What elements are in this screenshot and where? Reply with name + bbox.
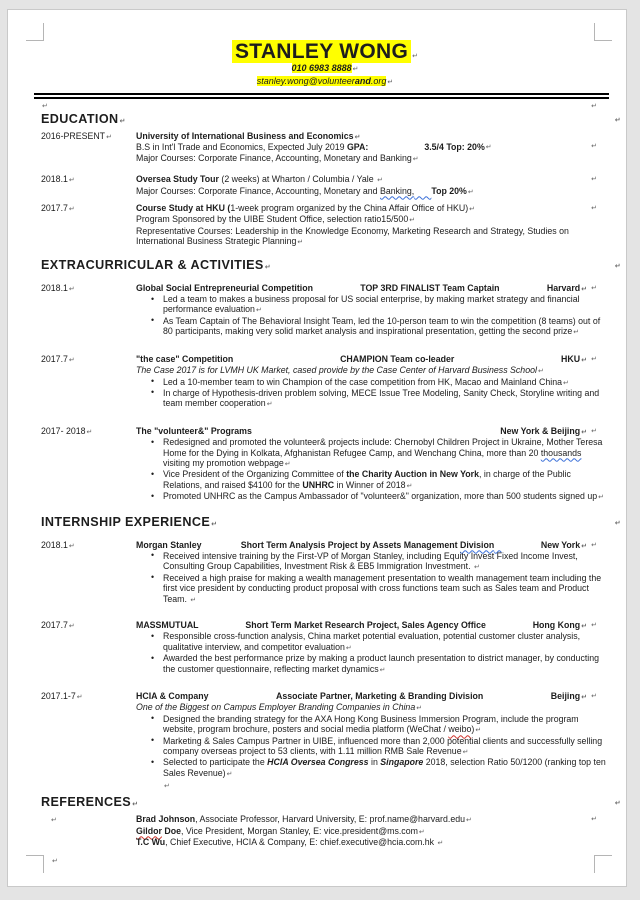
date-range [41, 540, 136, 605]
paragraph-mark: ↵ [377, 176, 383, 185]
degree-line [136, 142, 609, 152]
paragraph-mark: ↵ [106, 133, 112, 141]
role-title: Associate Partner, Marketing & Branding Division [276, 691, 484, 702]
paragraph-mark: ↵ [573, 328, 580, 337]
entry-body [136, 540, 609, 605]
row-end-mark: ↵ [614, 261, 621, 270]
date-text: 2017.7 [41, 203, 68, 214]
reference-line [136, 826, 609, 837]
row-end-mark: ↵ [591, 102, 597, 110]
paragraph-mark: ↵ [462, 748, 469, 757]
company-name: HCIA & Company [136, 691, 209, 702]
bullet-text: , in charge of the Public Relations, and raised $4100 for the [163, 469, 571, 490]
reference-name: Brad Johnson [136, 814, 196, 825]
grammar-flagged-text: thousands [540, 447, 582, 458]
role-title: Short Term Market Research Project, Sales Agency Office [245, 620, 486, 630]
bold-highlight: the Charity Auction in New York [346, 469, 479, 480]
row-end-mark: ↵ [614, 518, 621, 527]
date-text: 2017.7 [41, 620, 68, 630]
event-name: HCIA Oversea Congress [267, 757, 369, 768]
program-title: Oversea Study Tour [136, 174, 219, 185]
subtitle-text: One of the Biggest on Campus Employer Branding Companies in China [136, 702, 416, 713]
bullet-text: Promoted UNHRC as the Campus Ambassador of "volunteer&" organization, more than 500 students signed up [163, 491, 598, 502]
row-end-mark: ↵ [591, 426, 597, 435]
top-percent: Top 20% [431, 185, 467, 196]
reference-name: T.C Wu [136, 837, 166, 848]
activity-row [41, 426, 609, 503]
school-name: University of International Business and Economics [136, 131, 354, 141]
entry-body [136, 426, 609, 503]
spelling-flagged-text: weibo [448, 724, 472, 735]
paragraph-mark: ↵ [76, 693, 83, 702]
email-domain: .org [370, 75, 387, 86]
entry-body [136, 691, 609, 779]
paragraph-mark: ↵ [132, 800, 139, 809]
courses-line [136, 226, 609, 248]
paragraph-mark: ↵ [354, 133, 361, 141]
paragraph-mark: ↵ [255, 306, 262, 315]
reference-name [136, 826, 181, 836]
entry-body [136, 203, 609, 248]
paragraph-mark: ↵ [68, 284, 75, 293]
location-text: HKU [561, 353, 581, 364]
date-text: 2017.1-7 [41, 691, 76, 702]
bullet-text: In charge of Hypothesis-driven problem solving, MECE Issue Tree Modeling, Sanity Check, Storyline writing and team member cooperation [163, 387, 600, 409]
paragraph-mark: ↵ [466, 816, 472, 825]
reference-line [136, 837, 609, 848]
row-end-mark: ↵ [614, 116, 621, 124]
bullet-text: Designed the branding strategy for the AXA Hong Kong Business Immersion Program, include the program website, program brochure, posters and social media platform (WeChat / [163, 713, 579, 735]
bullet-text: in [368, 757, 381, 768]
courses-line [136, 153, 609, 164]
bullet-item [136, 653, 609, 675]
bullet-item [136, 437, 609, 469]
section-heading-education [41, 112, 621, 128]
role-title: TOP 3RD FINALIST Team Captain [360, 282, 500, 293]
paragraph-mark: ↵ [119, 117, 126, 125]
education-row [41, 203, 609, 248]
heading-text: INTERNSHIP EXPERIENCE [41, 514, 211, 529]
sponsor-text: Program Sponsored by the UIBE Student Office, selection ratio15/500 [136, 214, 409, 225]
courses-text: Major Courses: Corporate Finance, Accounting, Monetary and [136, 185, 380, 196]
paragraph-mark: ↵ [284, 459, 291, 468]
role-title: CHAMPION Team co-leader [340, 353, 455, 364]
bullet-item [136, 631, 609, 653]
organization-name: Global Social Entrepreneurial Competition [136, 282, 313, 293]
paragraph-mark: ↵ [86, 427, 93, 436]
program-detail: 1-week program organized by the China Affair Office of HKU) [230, 203, 469, 214]
program-title-line [136, 203, 609, 214]
bullet-text: visiting my promotion webpage [163, 457, 284, 468]
date-range [41, 814, 136, 848]
paragraph-mark: ↵ [387, 77, 394, 86]
paragraph-mark: ↵ [379, 665, 386, 674]
paragraph-mark: ↵ [211, 519, 218, 528]
grammar-flagged-text [460, 540, 502, 550]
paragraph-mark: ↵ [581, 541, 587, 550]
location-text: Hong Kong [532, 620, 581, 630]
paragraph-mark: ↵ [266, 400, 273, 409]
bullet-text: ) [471, 724, 475, 735]
paragraph-mark: ↵ [406, 481, 413, 490]
flagged-word: Banking, [380, 185, 415, 196]
date-text: 2018.1 [41, 174, 68, 185]
date-range [41, 174, 136, 197]
resume-page [7, 9, 627, 887]
entry-title-line [136, 426, 609, 437]
program-title: Course Study at HKU ( [136, 203, 231, 214]
education-row [41, 131, 609, 164]
location [533, 620, 587, 631]
paragraph-mark: ↵ [467, 187, 474, 196]
paragraph-mark: ↵ [68, 176, 75, 185]
bullet-text: Received a high praise for making a wealth management presentation to wealth management team including the first vice president by conducting product proposal with cross functions team such as Sales team and Product Team. [163, 572, 602, 604]
row-end-mark: ↵ [591, 354, 597, 363]
section-heading-references [41, 795, 621, 811]
activity-row [41, 354, 609, 410]
bullet-item [136, 294, 609, 316]
bullet-item [136, 736, 609, 758]
paragraph-mark: ↵ [51, 816, 57, 825]
paragraph-mark: ↵ [52, 856, 58, 865]
row-end-mark: ↵ [591, 692, 597, 701]
row-end-mark: ↵ [591, 175, 597, 184]
paragraph-mark: ↵ [469, 205, 476, 214]
program-detail: (2 weeks) at Wharton / Columbia / Yale [218, 174, 377, 185]
resume-header [41, 10, 609, 88]
phone-line [41, 63, 609, 76]
flagged-word: Division [459, 539, 495, 550]
bullet-item [136, 316, 609, 338]
entry-title-line [136, 620, 609, 631]
company-name: Morgan Stanley [136, 539, 202, 550]
paragraph-mark: ↵ [437, 839, 444, 848]
bullet-text: in Winner of 2018 [334, 479, 406, 490]
paragraph-mark: ↵ [264, 262, 271, 271]
paragraph-mark: ↵ [68, 355, 75, 364]
reference-detail: , Vice President, Morgan Stanley, E: vice.president@ms.com [180, 825, 418, 836]
section-heading-internship [41, 514, 621, 531]
email-address [257, 76, 387, 86]
bullet-text: Vice President of the Organizing Committee of [163, 469, 347, 480]
heading-text: EXTRACURRICULAR & ACTIVITIES [41, 257, 264, 272]
entry-title-line [136, 540, 609, 551]
paragraph-mark: ↵ [581, 284, 587, 293]
school-name-line [136, 131, 609, 142]
bullet-item [136, 551, 609, 573]
bold-highlight: UNHRC [302, 479, 335, 490]
sponsor-line [136, 214, 609, 225]
paragraph-mark: ↵ [68, 622, 75, 630]
bullet-text: Led a 10-member team to win Champion of the case competition from HK, Macao and Mainland China [163, 376, 562, 387]
references-row [41, 814, 609, 848]
phone-number: 010 6983 8888 [291, 63, 352, 73]
paragraph-mark: ↵ [416, 704, 423, 713]
date-text: 2017.7 [41, 353, 68, 364]
location [561, 354, 587, 365]
entry-title-line [136, 354, 609, 365]
date-range [41, 354, 136, 410]
paragraph-mark: ↵ [537, 367, 544, 376]
bullet-text: Led a team to makes a business proposal for US social enterprise, by making market strategy and financial performance evaluation [163, 294, 580, 315]
date-range [41, 203, 136, 248]
spelling-flagged-text: Gildor [136, 825, 162, 836]
paragraph-mark: ↵ [409, 216, 416, 225]
internship-row [41, 691, 609, 779]
company-name: MASSMUTUAL [136, 620, 199, 630]
date-range [41, 283, 136, 338]
date-text: 2017- 2018 [41, 425, 86, 436]
row-end-mark: ↵ [591, 204, 597, 213]
paragraph-mark: ↵ [485, 143, 492, 152]
location [551, 691, 587, 702]
date-range [41, 691, 136, 779]
paragraph-mark: ↵ [475, 726, 482, 735]
courses-text: Major Courses: Corporate Finance, Accounting, Monetary and Banking [136, 152, 412, 163]
education-row [41, 174, 609, 197]
gpa-value: 3.5/4 Top: 20% [424, 142, 485, 153]
bullet-item [136, 491, 609, 502]
date-text: 2018.1 [41, 539, 68, 550]
bullet-item [136, 757, 609, 779]
bullet-text: Awarded the best performance prize by making a product launch presentation to district manager, by conducting the customer questionnaire, reflecting market dynamics [163, 653, 600, 674]
empty-paragraph [41, 100, 609, 111]
document-content [41, 10, 621, 866]
paragraph-mark: ↵ [581, 355, 587, 364]
reference-detail: , Associate Professor, Harvard University, E: prof.name@harvard.edu [195, 814, 465, 825]
reference-detail: , Chief Executive, HCIA & Company, E: chief.executive@hcia.com.hk [165, 837, 437, 848]
paragraph-mark: ↵ [68, 205, 75, 214]
entry-body [136, 131, 609, 164]
header-divider [34, 93, 609, 99]
row-end-mark: ↵ [591, 283, 597, 292]
date-text: 2016-PRESENT [41, 131, 106, 141]
location [500, 426, 587, 437]
organization-name: The "volunteer&" Programs [136, 425, 252, 436]
email-user: stanley.wong@volunteer [256, 75, 355, 86]
entry-body [136, 814, 609, 848]
program-title-line [136, 174, 609, 185]
date-range [41, 131, 136, 164]
location [547, 283, 587, 294]
activity-row [41, 283, 609, 338]
degree-text [136, 142, 368, 152]
paragraph-mark: ↵ [412, 154, 419, 163]
row-end-mark: ↵ [591, 142, 597, 150]
empty-paragraph [163, 780, 609, 791]
courses-line [136, 186, 609, 197]
role-title [241, 540, 502, 551]
bullet-item [136, 714, 609, 736]
paragraph-mark: ↵ [345, 643, 352, 652]
entry-body [136, 354, 609, 410]
degree-run: B.S in Int'l Trade and Economics, Expected July 2019 [136, 142, 347, 153]
reference-name-rest: Doe [161, 825, 181, 836]
paragraph-mark: ↵ [581, 693, 587, 702]
bullet-text: Redesigned and promoted the volunteer& projects include: Chernobyl Children Project in Ukraine, Mother Teresa Home for the Dying in Kolkata, Afghanistan Refugee Camp, and Wenchang China, more than 20 [163, 437, 603, 458]
paragraph-mark: ↵ [563, 378, 569, 387]
entry-title-line [136, 283, 609, 294]
paragraph-mark: ↵ [412, 52, 419, 60]
heading-text: EDUCATION [41, 112, 119, 126]
email-line [41, 76, 609, 89]
subtitle-text: The Case 2017 is for LVMH UK Market, cased provide by the Case Center of Harvard Business School [136, 365, 537, 376]
paragraph-mark: ↵ [226, 769, 233, 778]
gpa-label: GPA: [346, 142, 369, 153]
bullet-item [136, 377, 609, 388]
paragraph-mark: ↵ [297, 238, 304, 247]
location-text: Beijing [550, 691, 581, 702]
paragraph-mark: ↵ [473, 563, 480, 572]
bullet-text: Responsible cross-function analysis, China market potential evaluation, potential customer cluster analysis, qualitative interview, and competitor evaluation [163, 631, 581, 652]
event-location: Singapore [380, 757, 424, 768]
paragraph-mark: ↵ [190, 595, 197, 604]
paragraph-mark: ↵ [418, 827, 425, 836]
internship-row [41, 620, 609, 675]
location-text: Harvard [546, 282, 581, 293]
date-text: 2018.1 [41, 282, 68, 293]
bullet-text: Marketing & Sales Campus Partner in UIBE, influenced more than 2,000 potential clients and successfully selling company overseas project to 53 clients, with 1.11 million RMB Sale Revenue [163, 735, 603, 757]
row-end-mark: ↵ [591, 540, 597, 549]
row-end-mark: ↵ [614, 799, 621, 808]
candidate-name: STANLEY WONG [232, 40, 411, 63]
paragraph-mark: ↵ [42, 102, 48, 110]
location-text: New York & Beijing [500, 425, 581, 436]
role-text: Short Term Analysis Project by Assets Management [240, 539, 460, 550]
date-range [41, 620, 136, 675]
email-bold-part: and [354, 75, 371, 86]
internship-row [41, 540, 609, 605]
bullet-text: As Team Captain of The Behavioral Insight Team, led the 10-person team to win the competition (8 teams) out of 80 participants, making very solid market analysis and inspirational presentation, getting the second prize [163, 315, 601, 337]
paragraph-mark: ↵ [598, 493, 604, 502]
paragraph-mark: ↵ [581, 427, 587, 436]
location [541, 540, 587, 551]
paragraph-mark: ↵ [352, 65, 359, 73]
reference-line [136, 814, 609, 825]
section-heading-extracurricular [41, 257, 621, 274]
entry-title-line [136, 691, 609, 702]
grammar-flagged-text [380, 186, 431, 196]
paragraph-mark: ↵ [581, 622, 587, 630]
bullet-item [136, 388, 609, 410]
organization-name: "the case" Competition [136, 353, 234, 364]
bullet-text: Selected to participate the [163, 757, 268, 768]
paragraph-mark: ↵ [68, 541, 75, 550]
entry-subtitle [136, 365, 609, 376]
bullet-text: Received intensive training by the First-VP of Morgan Stanley, including Equity Invest Fixed Income Invest, Consulting Group Capabilities, Investment Risk & EB5 Immigration Investment. [163, 550, 578, 572]
courses-text: Representative Courses: Leadership in the Knowledge Economy, Marketing Research and Strategy, Studies on International Business Strategic Planning [136, 225, 569, 247]
tab-gap [368, 142, 424, 152]
bullet-text: 2018, selection Ratio 50/1200 (ranking top ten Sales Revenue) [163, 757, 606, 778]
heading-text: REFERENCES [41, 795, 132, 810]
name-line [41, 40, 609, 63]
empty-paragraph [51, 855, 609, 866]
row-end-mark: ↵ [591, 621, 597, 629]
entry-body [136, 283, 609, 338]
entry-body [136, 174, 609, 197]
bullet-item [136, 573, 609, 605]
paragraph-mark: ↵ [164, 782, 170, 791]
entry-subtitle [136, 702, 609, 713]
date-range [41, 426, 136, 503]
entry-body [136, 620, 609, 675]
row-end-mark: ↵ [591, 815, 597, 824]
bullet-item [136, 469, 609, 491]
location-text: New York [540, 539, 581, 550]
